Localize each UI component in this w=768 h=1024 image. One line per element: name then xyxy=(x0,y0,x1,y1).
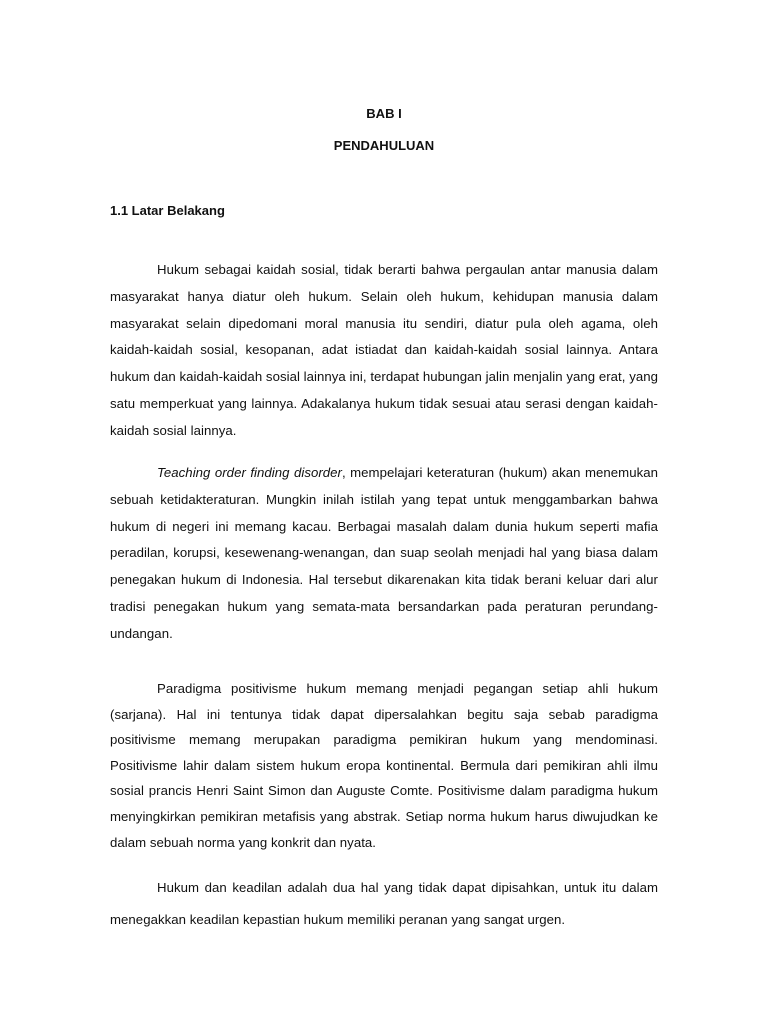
paragraph-1: Hukum sebagai kaidah sosial, tidak berarti bahwa pergaulan antar manusia dalam masyarakat hanya diatur oleh hukum. Selain oleh hukum, kehidupan manusia dalam masyarakat selain dipedomani moral manusia itu sendiri, diatur pula oleh agama, oleh kaidah-kaidah sosial, kesopanan, adat istiadat dan kaidah-kaidah sosial lainnya. Antara hukum dan kaidah-kaidah sosial lainnya ini, terdapat hubungan jalin menjalin yang erat, yang satu memperkuat yang lainnya. Adakalanya hukum tidak sesuai atau serasi dengan kaidah-kaidah sosial lainnya. xyxy=(110,262,658,438)
paragraph-3: Paradigma positivisme hukum memang menjadi pegangan setiap ahli hukum (sarjana). Hal ini tentunya tidak dapat dipersalahkan begitu saja sebab paradigma positivisme memang merupakan paradigma pemikiran hukum yang mendominasi. Positivisme lahir dalam sistem hukum eropa kontinental. Bermula dari pemikiran ahli ilmu sosial prancis Henri Saint Simon dan Auguste Comte. Positivisme dalam paradigma hukum menyingkirkan pemikiran metafisis yang abstrak. Setiap norma hukum harus diwujudkan ke dalam sebuah norma yang konkrit dan nyata. xyxy=(110,681,658,850)
chapter-title: PENDAHULUAN xyxy=(333,138,435,153)
paragraph-2-text: , mempelajari keteraturan (hukum) akan menemukan sebuah ketidakteraturan. Mungkin inilah istilah yang tepat untuk menggambarkan bahwa hukum di negeri ini memang kacau. Berbagai masalah dalam dunia hukum seperti mafia peradilan, korupsi, kesewenang-wenangan, dan suap seolah menjadi hal yang biasa dalam penegakan hukum di Indonesia. Hal tersebut dikarenakan kita tidak berani keluar dari alur tradisi penegakan hukum yang semata-mata bersandarkan pada peraturan perundang-undangan. xyxy=(110,465,658,641)
paragraph-2-italic-term: Teaching order finding disorder xyxy=(157,465,342,480)
section-heading: 1.1 Latar Belakang xyxy=(110,203,225,218)
paragraph-4: Hukum dan keadilan adalah dua hal yang tidak dapat dipisahkan, untuk itu dalam menegakkan keadilan kepastian hukum memiliki peranan yang sangat urgen. xyxy=(110,880,658,927)
chapter-number: BAB I xyxy=(366,106,402,121)
paragraph-2 xyxy=(110,460,658,648)
